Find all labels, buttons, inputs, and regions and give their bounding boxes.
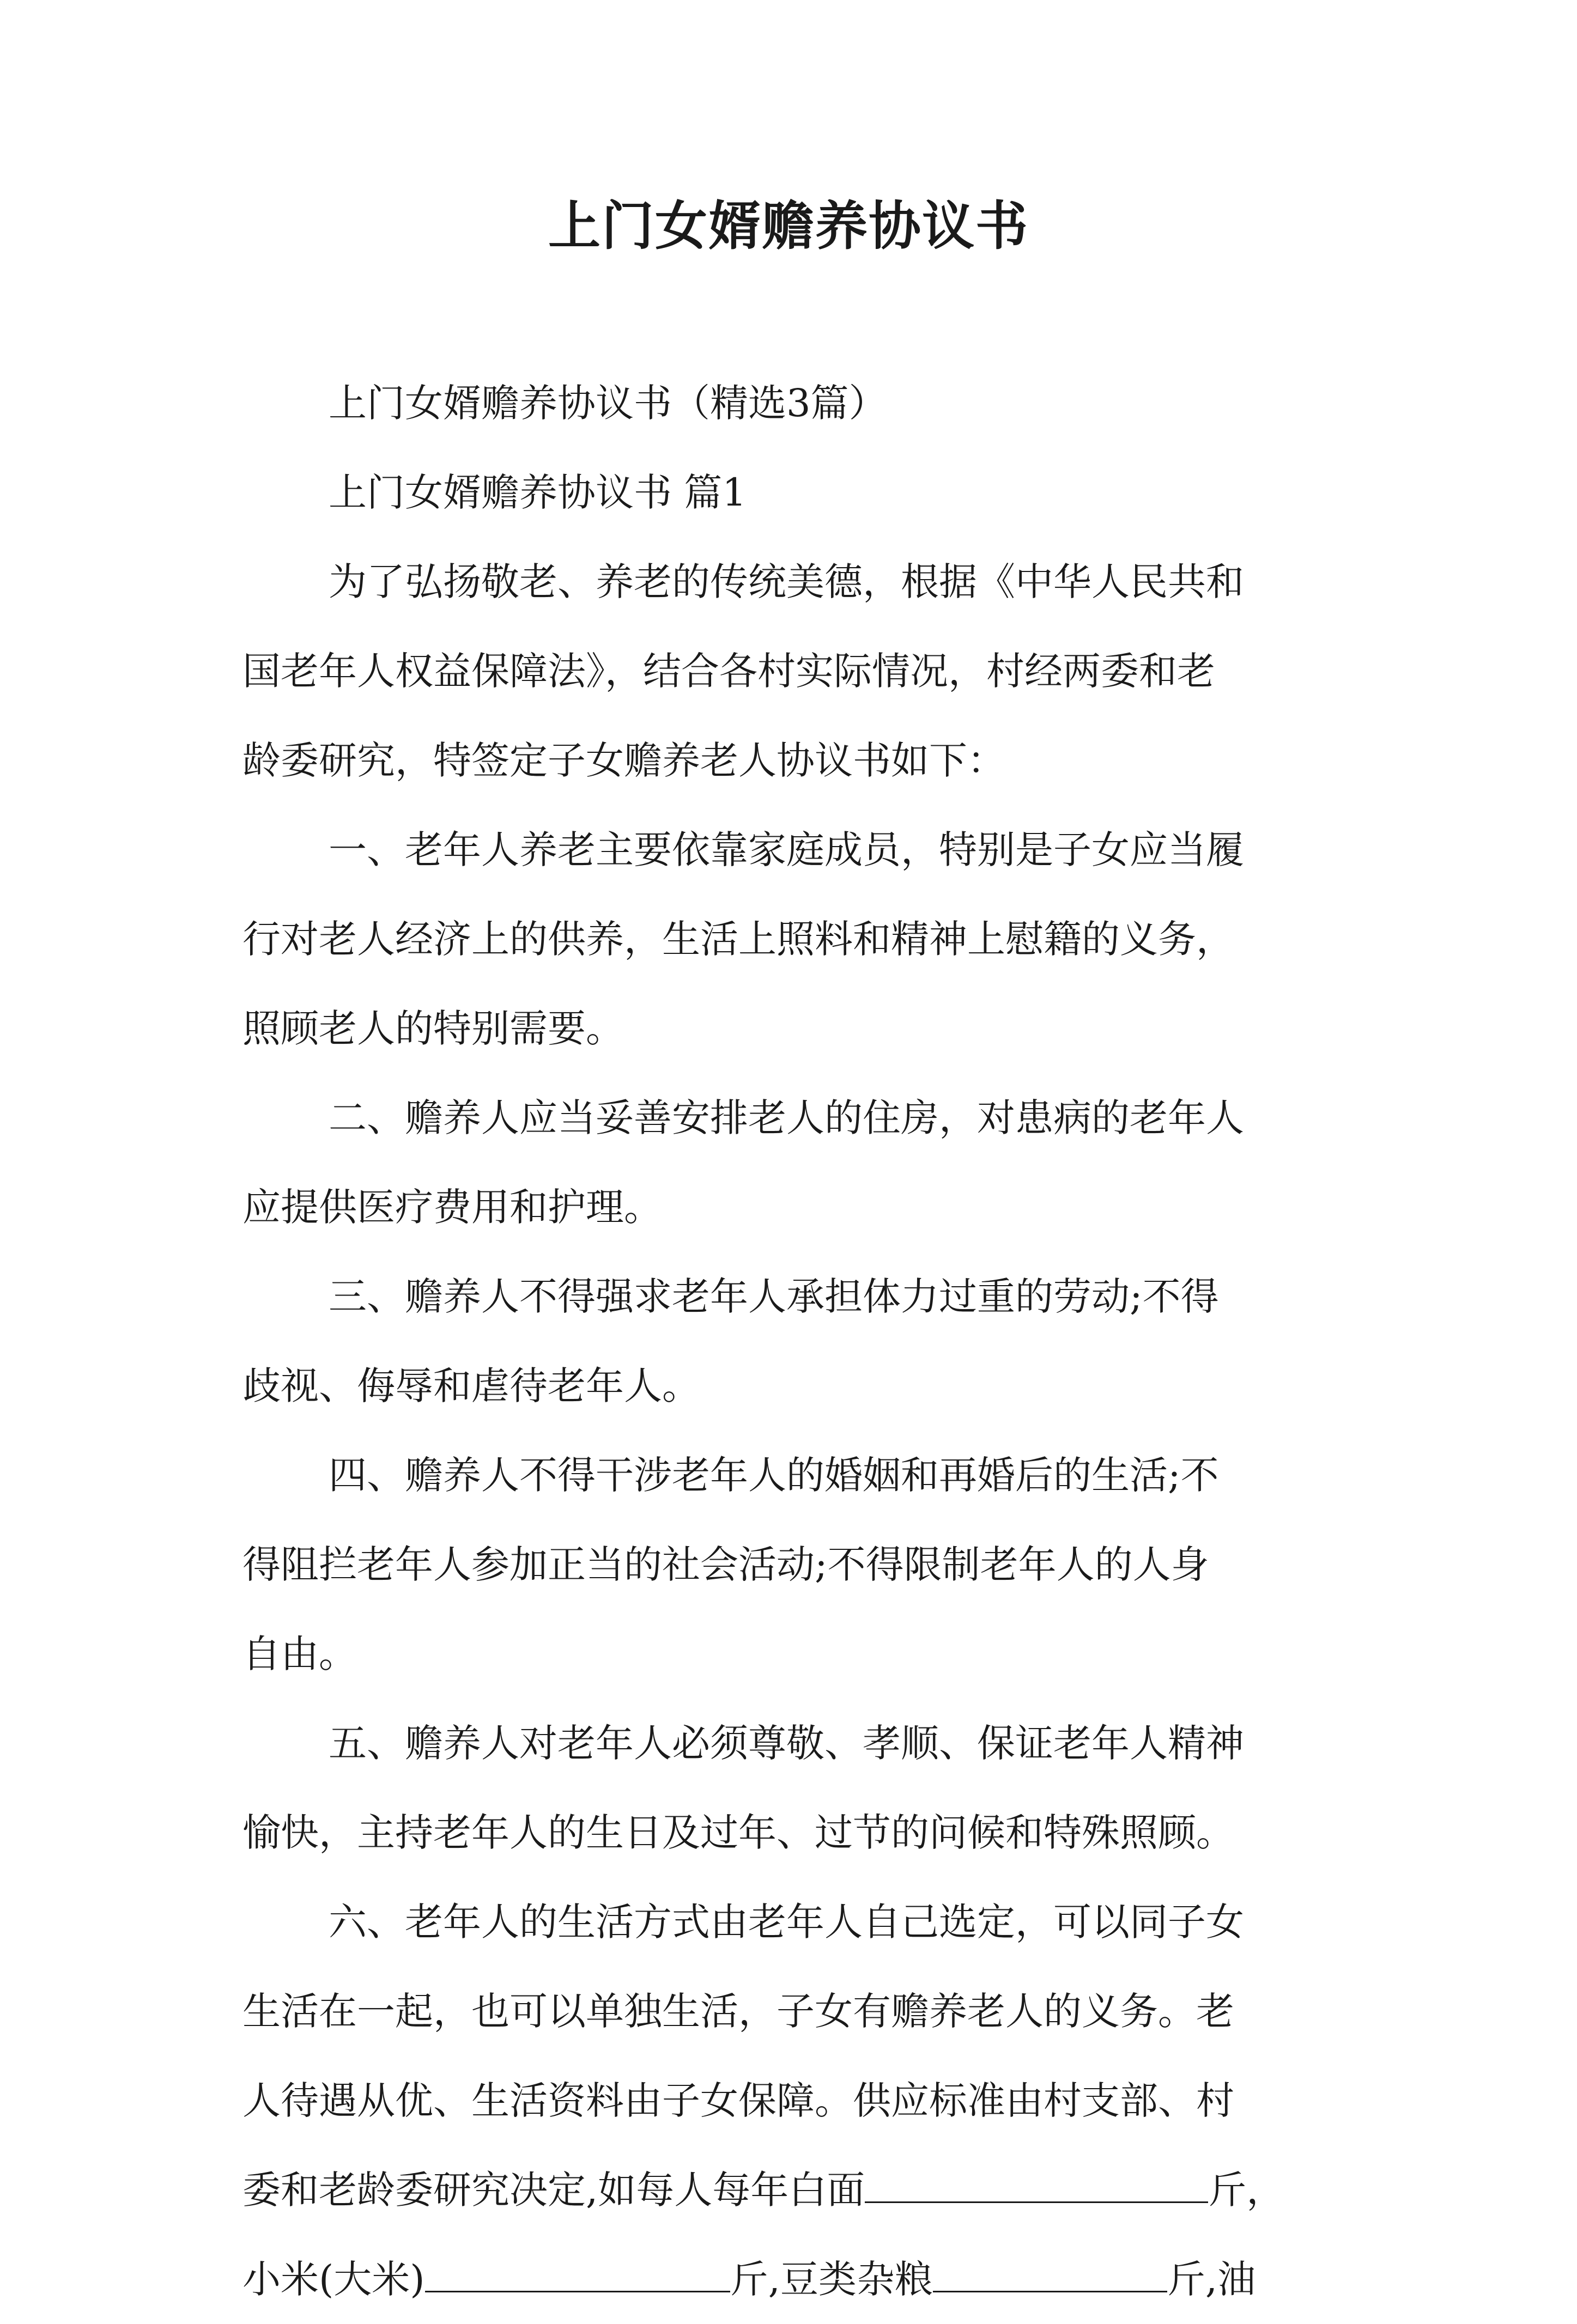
paragraph-line: 四、赡养人不得干涉老年人的婚姻和再婚后的生活;不 [329,1453,1219,1498]
paragraph-line: 二、赡养人应当妥善安排老人的住房，对患病的老年人 [329,1096,1244,1140]
document-body [242,358,1343,2324]
paragraph-line: 六、老年人的生活方式由老年人自己选定，可以同子女 [329,1900,1244,1944]
paragraph-line: 歧视、侮辱和虐待老年人。 [242,1364,700,1408]
paragraph-line: 人待遇从优、生活资料由子女保障。供应标准由村支部、村 [242,2078,1234,2123]
paragraph-line: 为了弘扬敬老、养老的传统美德，根据《中华人民共和 [329,559,1244,604]
subtitle: 上门女婿赡养协议书（精选3篇） [329,381,887,425]
paragraph-line-with-blanks [242,2235,1343,2324]
paragraph-line: 龄委研究，特签定子女赡养老人协议书如下： [242,738,1005,783]
line-text: 小米(大米) [242,2257,425,2302]
document-title: 上门女婿赡养协议书 [548,195,1029,257]
paragraph-line: 照顾老人的特别需要。 [242,1006,624,1051]
line-text: 斤， [1208,2168,1285,2212]
paragraph-line: 五、赡养人对老年人必须尊敬、孝顺、保证老年人精神 [329,1721,1244,1766]
paragraph-line: 生活在一起，也可以单独生活，子女有赡养老人的义务。老 [242,1989,1234,2034]
paragraph-line: 三、赡养人不得强求老年人承担体力过重的劳动;不得 [329,1274,1219,1319]
paragraph-line: 国老年人权益保障法》，结合各村实际情况，村经两委和老 [242,649,1215,693]
line-text: 斤,油 [1167,2257,1256,2302]
section-heading: 上门女婿赡养协议书 篇1 [329,470,747,515]
fill-in-blank [933,2259,1167,2292]
paragraph-line: 行对老人经济上的供养，生活上照料和精神上慰籍的义务， [242,917,1234,962]
paragraph-line: 得阻拦老年人参加正当的社会活动;不得限制老年人的人身 [242,1542,1209,1587]
paragraph-line: 一、老年人养老主要依靠家庭成员，特别是子女应当履 [329,828,1244,872]
line-text: 斤,豆类杂粮 [730,2257,933,2302]
line-text: 委和老龄委研究决定,如每人每年白面 [242,2168,865,2212]
paragraph-line: 应提供医疗费用和护理。 [242,1185,662,1230]
fill-in-blank [865,2170,1208,2203]
fill-in-blank [425,2259,730,2292]
paragraph-line: 自由。 [242,1632,357,1676]
paragraph-line: 愉快，主持老年人的生日及过年、过节的问候和特殊照顾。 [242,1810,1234,1855]
paragraph-line-with-blank [242,2145,1343,2235]
